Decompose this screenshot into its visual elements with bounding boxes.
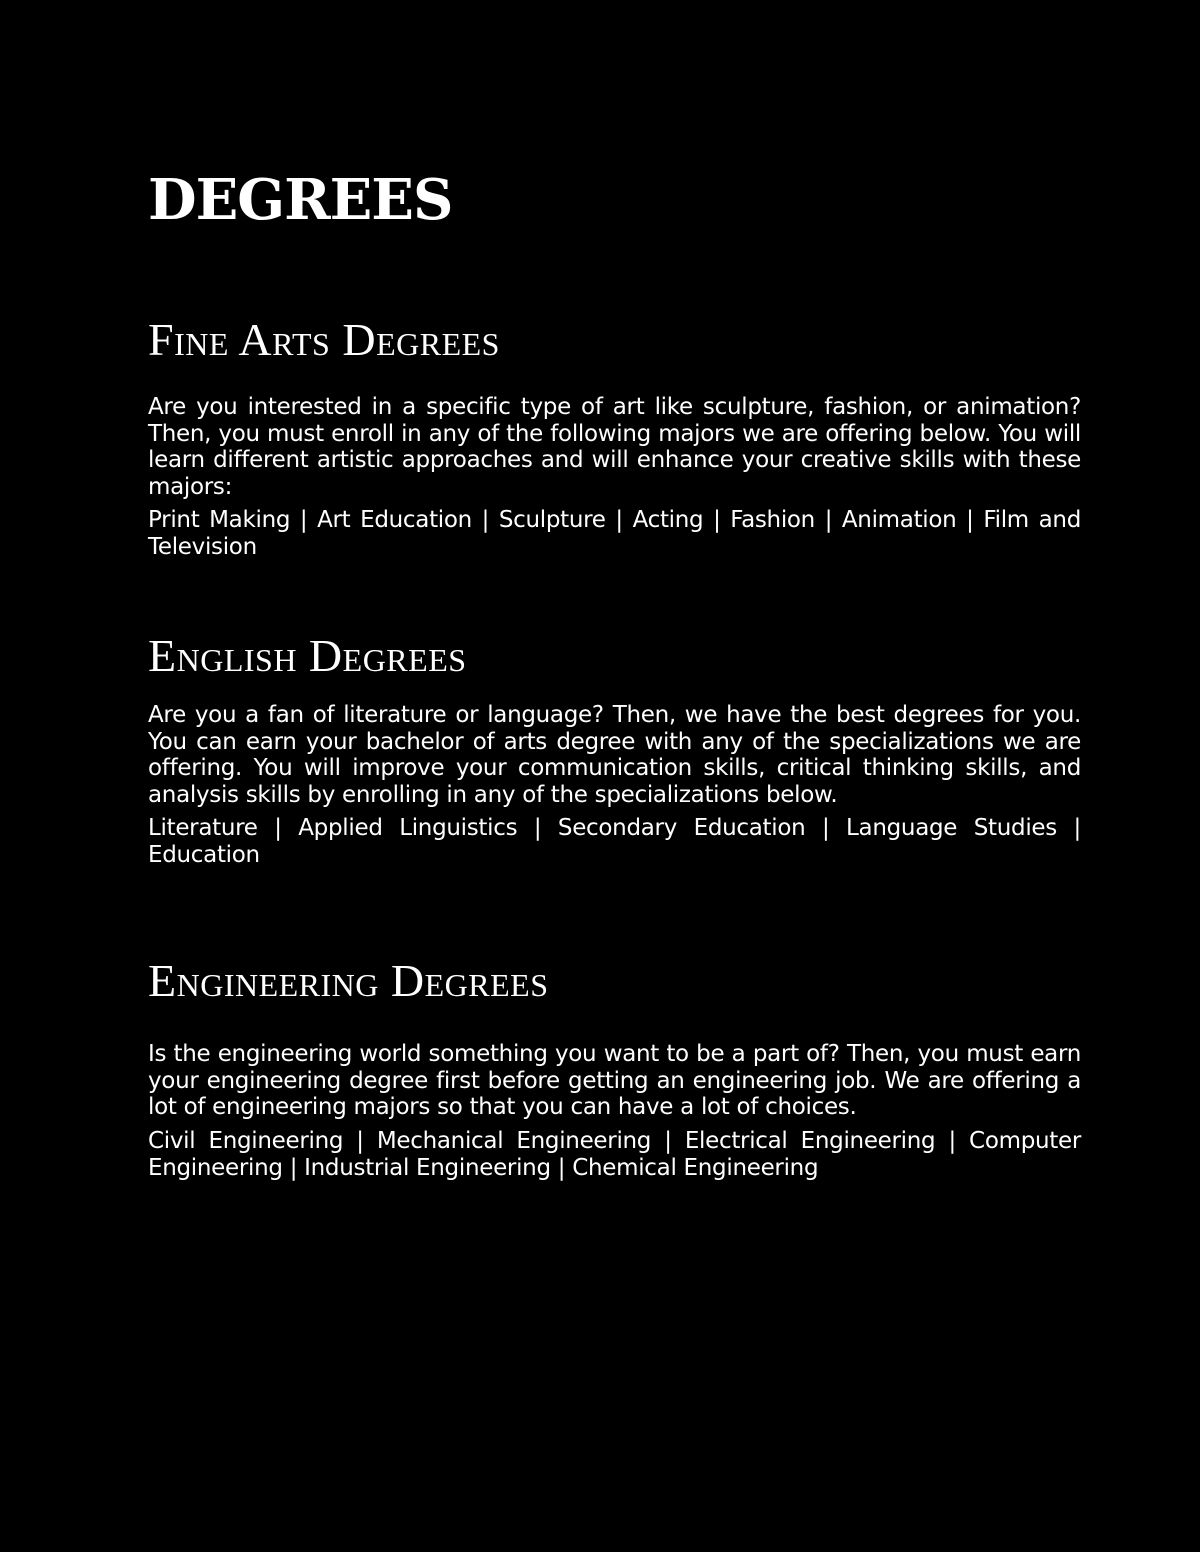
section-heading-english: English Degrees xyxy=(148,630,467,681)
section-heading-fine-arts: Fine Arts Degrees xyxy=(148,314,500,365)
section-body-fine-arts: Are you interested in a specific type of art like sculpture, fashion, or animation? Then, you must enroll in any of the following majors we are offering below. You will learn different artistic approaches and will enhance your creative skills with these majors: xyxy=(148,394,1081,500)
majors-list-engineering: Civil Engineering | Mechanical Engineering | Electrical Engineering | Computer Engineering | Industrial Engineering | Chemical Engineering xyxy=(148,1127,1081,1181)
section-heading-engineering: Engineering Degrees xyxy=(148,955,549,1006)
section-engineering xyxy=(148,953,1081,1182)
majors-list-english: Literature | Applied Linguistics | Secondary Education | Language Studies | Education xyxy=(148,815,1081,868)
page-title: DEGREES xyxy=(148,167,453,233)
section-body-english: Are you a fan of literature or language? Then, we have the best degrees for you. You can earn your bachelor of arts degree with any of the specializations we are offering. You will improve your communication skills, critical thinking skills, and analysis skills by enrolling in any of the specializations below. xyxy=(148,702,1081,808)
majors-list-fine-arts: Print Making | Art Education | Sculpture | Acting | Fashion | Animation | Film and Television xyxy=(148,507,1081,560)
section-fine-arts xyxy=(148,312,1081,561)
section-body-engineering: Is the engineering world something you want to be a part of? Then, you must earn your engineering degree first before getting an engineering job. We are offering a lot of engineering majors so that you can have a lot of choices. xyxy=(148,1041,1081,1120)
section-english xyxy=(148,628,1081,869)
